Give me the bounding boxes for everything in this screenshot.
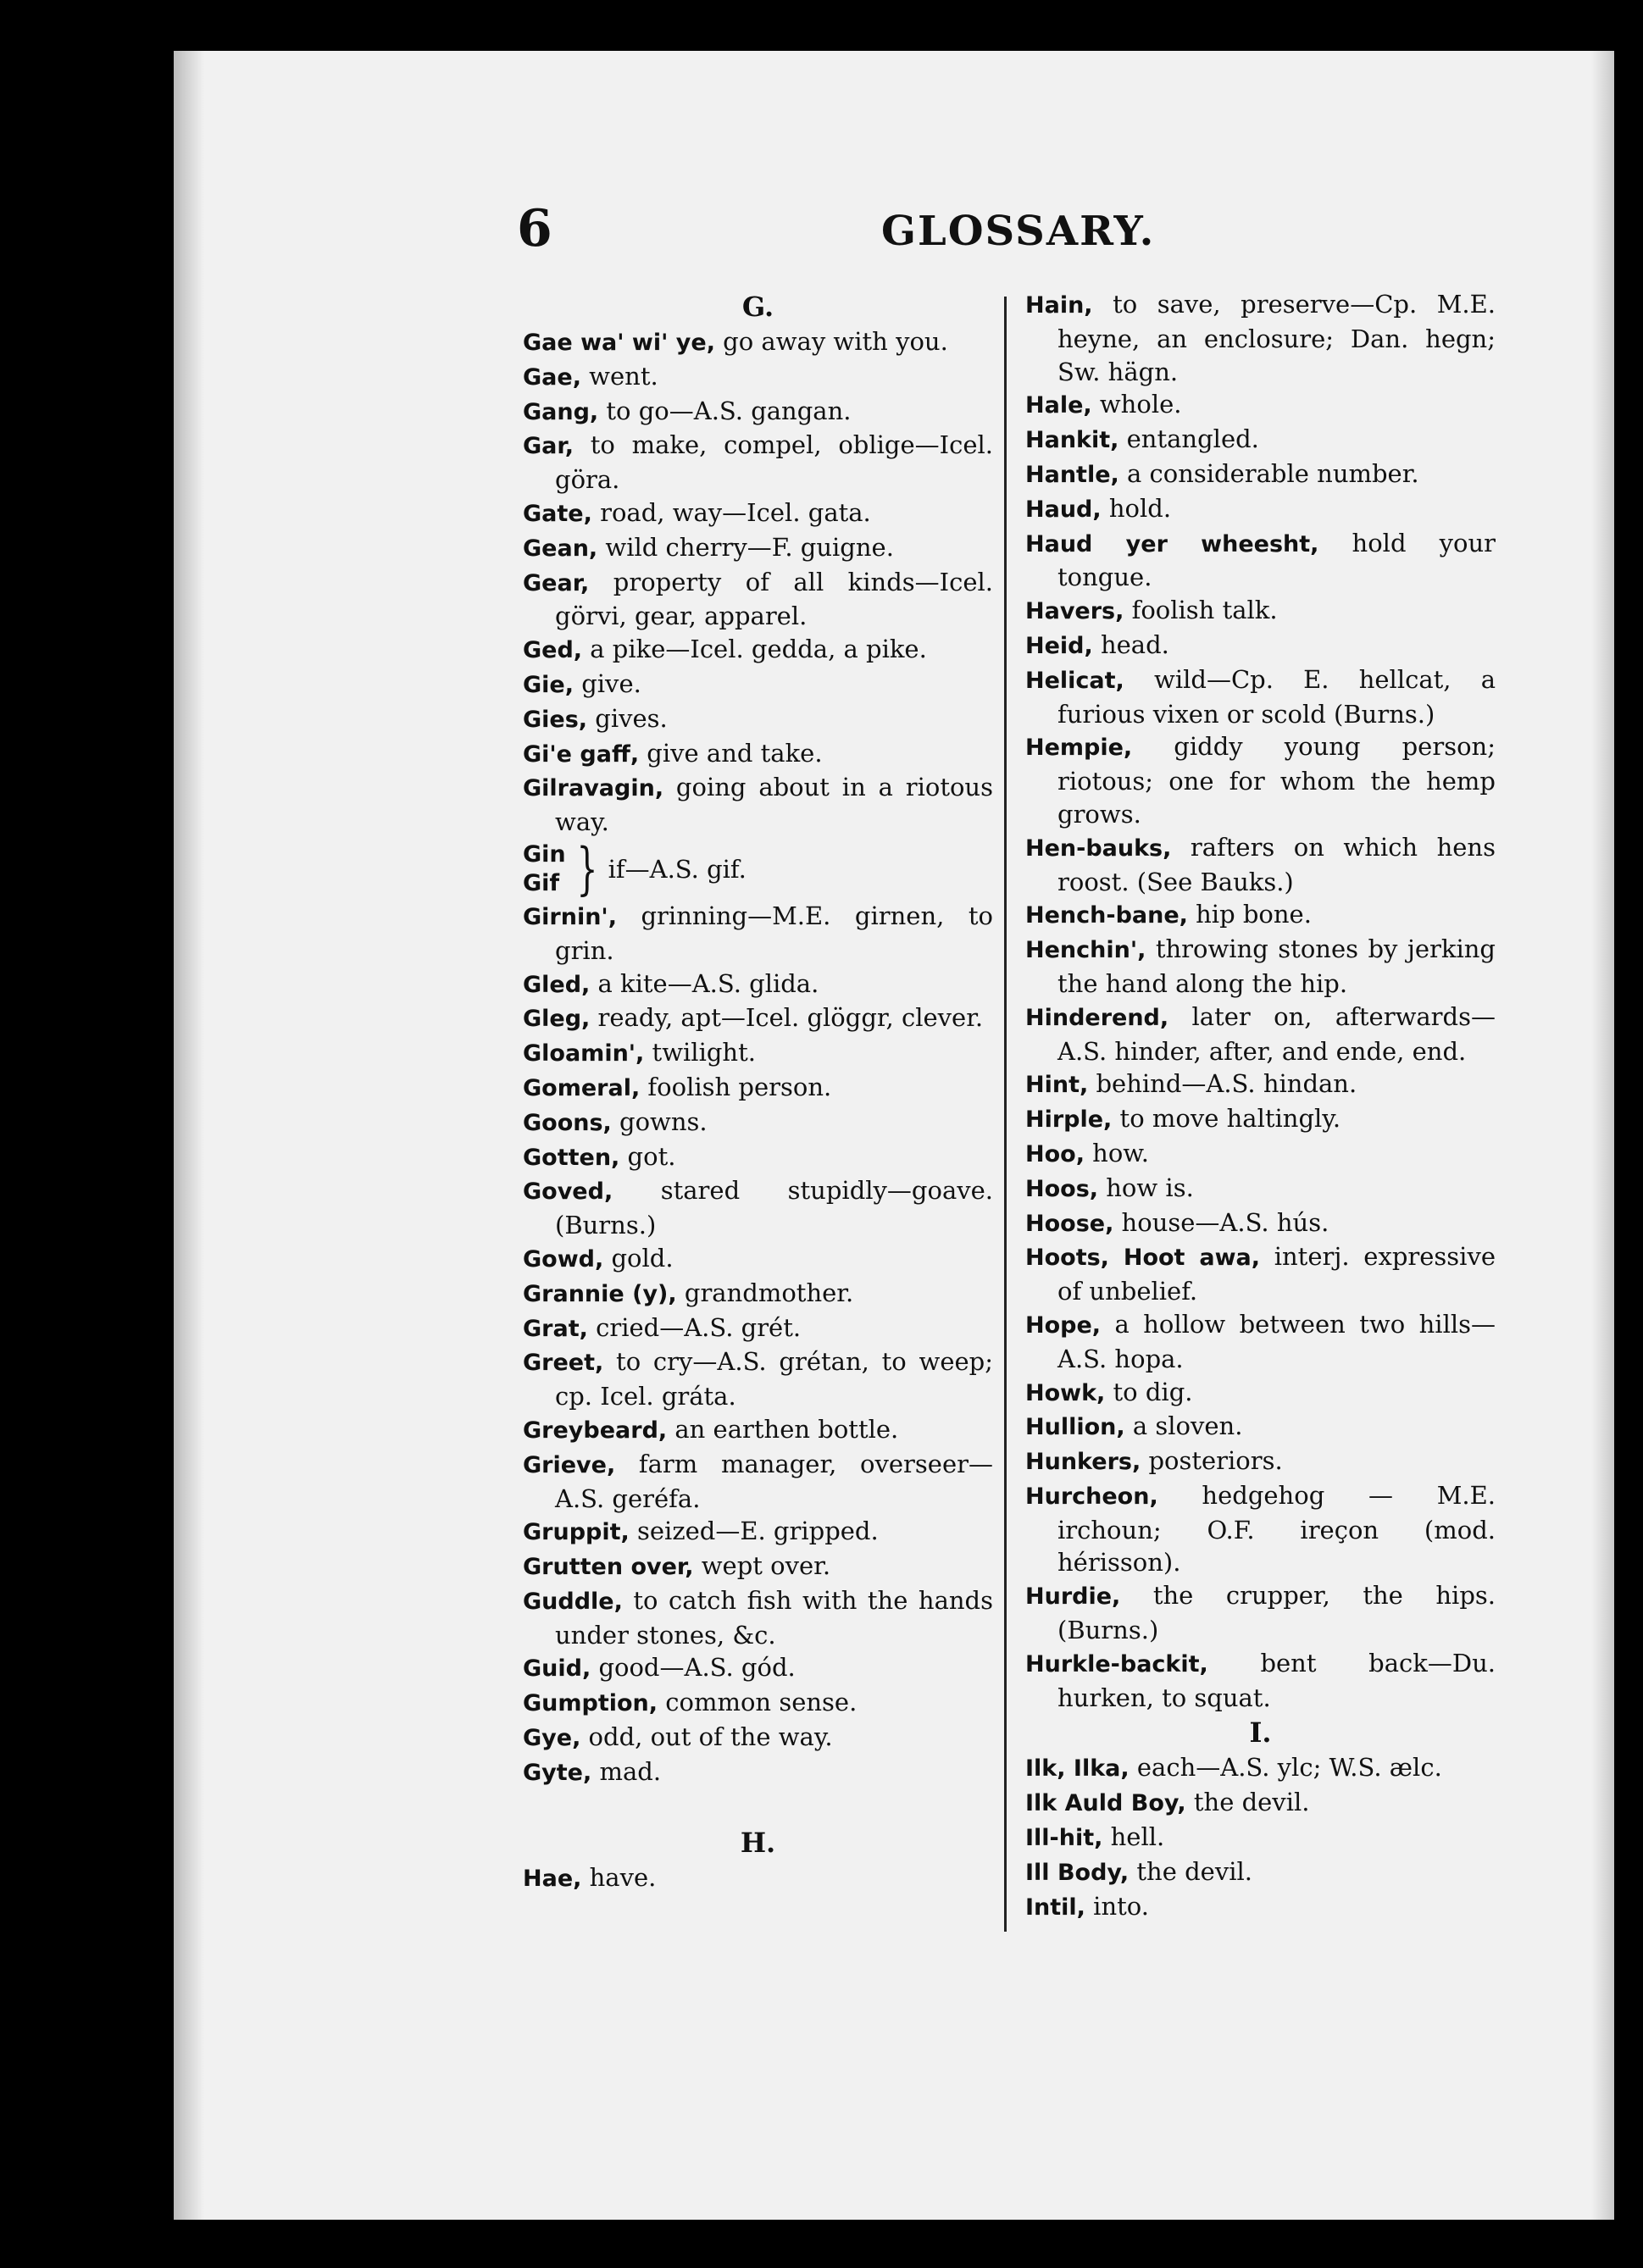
glossary-entry bbox=[1025, 527, 1496, 595]
headword: Ged, bbox=[523, 637, 583, 664]
glossary-entry bbox=[523, 1174, 993, 1242]
headword: Ill Body, bbox=[1025, 1859, 1130, 1886]
glossary-entry bbox=[523, 737, 993, 772]
definition: a considerable number. bbox=[1118, 458, 1419, 488]
glossary-entry bbox=[1025, 1308, 1496, 1376]
headword: Gin bbox=[523, 840, 566, 868]
headword: Haud yer wheesht, bbox=[1025, 530, 1319, 557]
definition: the devil. bbox=[1185, 1788, 1310, 1817]
definition: cried—A.S. grét. bbox=[587, 1312, 802, 1342]
glossary-entry bbox=[1025, 594, 1496, 629]
glossary-entry bbox=[523, 429, 993, 496]
definition: foolish person. bbox=[640, 1072, 832, 1101]
definition: hell. bbox=[1102, 1822, 1165, 1852]
headword: Greet, bbox=[523, 1350, 604, 1377]
glossary-entry bbox=[1025, 898, 1496, 933]
glossary-entry bbox=[523, 771, 993, 839]
glossary-entry bbox=[1025, 1647, 1496, 1715]
headword: Gate, bbox=[523, 500, 592, 527]
definition: entangled. bbox=[1118, 424, 1259, 454]
glossary-entry bbox=[1025, 1172, 1496, 1206]
headword: Hurdie, bbox=[1025, 1583, 1121, 1611]
headword: Hoo, bbox=[1025, 1140, 1085, 1167]
headword: Hurcheon, bbox=[1025, 1483, 1158, 1510]
glossary-entry bbox=[1025, 1240, 1496, 1308]
headword: Gar, bbox=[523, 433, 574, 460]
headword: Gleg, bbox=[523, 1006, 591, 1033]
headword: Gruppit, bbox=[523, 1519, 630, 1546]
headword: Intil, bbox=[1025, 1894, 1085, 1921]
glossary-entry bbox=[523, 633, 993, 668]
headword: Heid, bbox=[1025, 632, 1093, 659]
page-left-shadow bbox=[174, 51, 204, 2220]
definition: to catch fish with the hands under stones, &c. bbox=[555, 1585, 993, 1650]
headword: Grutten over, bbox=[523, 1554, 694, 1581]
definition: bent back—Du. hurken, to squat. bbox=[1057, 1648, 1496, 1712]
definition: hold your tongue. bbox=[1057, 528, 1496, 592]
headword: Hench-bane, bbox=[1025, 902, 1188, 929]
definition: to save, preserve—Cp. M.E. heyne, an enclosure; Dan. hegn; Sw. hägn. bbox=[1057, 290, 1496, 386]
definition: into. bbox=[1085, 1891, 1149, 1921]
definition: if—A.S. gif. bbox=[608, 854, 747, 884]
glossary-entry bbox=[1025, 1410, 1496, 1445]
definition: to go—A.S. gangan. bbox=[598, 396, 852, 425]
definition: gold. bbox=[603, 1243, 674, 1273]
definition: the crupper, the hips. (Burns.) bbox=[1057, 1581, 1496, 1645]
definition: hold. bbox=[1101, 493, 1172, 523]
glossary-entry bbox=[523, 1721, 993, 1755]
brace-glyph: } bbox=[576, 835, 598, 901]
headword: Hurkle-backit, bbox=[1025, 1650, 1208, 1677]
glossary-entry bbox=[523, 1242, 993, 1277]
definition: a pike—Icel. gedda, a pike. bbox=[582, 635, 927, 664]
glossary-entry bbox=[523, 1140, 993, 1175]
headword: Hen-bauks, bbox=[1025, 835, 1172, 862]
definition: seized—E. gripped. bbox=[629, 1517, 879, 1546]
glossary-entry bbox=[523, 1277, 993, 1311]
headword: Gowd, bbox=[523, 1245, 604, 1273]
glossary-entry bbox=[1025, 663, 1496, 731]
headword: Gean, bbox=[523, 535, 598, 562]
glossary-entry bbox=[523, 1036, 993, 1071]
headword: Hirple, bbox=[1025, 1106, 1113, 1134]
glossary-entry bbox=[523, 1755, 993, 1790]
definition: mad. bbox=[591, 1756, 662, 1786]
headword: Hempie, bbox=[1025, 735, 1133, 762]
definition: give and take. bbox=[639, 738, 823, 768]
glossary-entry bbox=[1025, 1137, 1496, 1172]
definition: gowns. bbox=[611, 1106, 708, 1136]
glossary-entry bbox=[523, 1686, 993, 1721]
headword: Gif bbox=[523, 869, 560, 896]
definition: ready, apt—Icel. glöggr, clever. bbox=[590, 1003, 984, 1033]
section-letter: G. bbox=[741, 291, 774, 323]
definition: a sloven. bbox=[1124, 1411, 1243, 1441]
definition: hip bone. bbox=[1187, 900, 1312, 929]
glossary-entry bbox=[1025, 730, 1496, 830]
definition: going about in a riotous way. bbox=[555, 773, 993, 837]
glossary-entry bbox=[523, 1861, 993, 1896]
definition: how. bbox=[1084, 1138, 1149, 1167]
headword: Guid, bbox=[523, 1655, 591, 1683]
definition: each—A.S. ylc; W.S. ælc. bbox=[1129, 1753, 1442, 1783]
definition: have. bbox=[581, 1862, 657, 1892]
headword: Hae, bbox=[523, 1865, 582, 1892]
glossary-entry bbox=[523, 1651, 993, 1686]
headword: Goved, bbox=[523, 1178, 613, 1206]
section-letter: H. bbox=[740, 1826, 776, 1859]
glossary-entry bbox=[1025, 1102, 1496, 1137]
glossary-entry bbox=[523, 325, 993, 360]
headword-group bbox=[523, 840, 566, 898]
headword: Girnin', bbox=[523, 903, 617, 930]
definition: farm manager, overseer—A.S. geréfa. bbox=[555, 1449, 993, 1513]
headword: Hoots, Hoot awa, bbox=[1025, 1245, 1260, 1272]
glossary-entry bbox=[1025, 831, 1496, 899]
definition: to move haltingly. bbox=[1112, 1104, 1341, 1134]
glossary-entry bbox=[1025, 1067, 1496, 1102]
definition: twilight. bbox=[644, 1038, 756, 1067]
right-column bbox=[1025, 288, 1496, 1924]
glossary-entry bbox=[1025, 1206, 1496, 1241]
glossary-entry bbox=[1025, 492, 1496, 527]
definition: behind—A.S. hindan. bbox=[1088, 1069, 1357, 1099]
glossary-entry bbox=[523, 360, 993, 395]
headword: Hale, bbox=[1025, 392, 1092, 419]
glossary-entry bbox=[1025, 1001, 1496, 1068]
definition: wild cherry—F. guigne. bbox=[597, 532, 894, 562]
headword: Ilk, Ilka, bbox=[1025, 1755, 1130, 1783]
headword: Gi'e gaff, bbox=[523, 740, 640, 768]
headword: Grieve, bbox=[523, 1451, 616, 1478]
headword: Gear, bbox=[523, 569, 590, 596]
glossary-entry bbox=[523, 395, 993, 430]
headword: Gae wa' wi' ye, bbox=[523, 330, 715, 356]
definition: wild—Cp. E. hellcat, a furious vixen or scold (Burns.) bbox=[1057, 664, 1496, 729]
glossary-entry bbox=[1025, 1890, 1496, 1925]
definition: rafters on which hens roost. (See Bauks.) bbox=[1057, 832, 1496, 896]
headword: Gilravagin, bbox=[523, 775, 664, 802]
headword: Grannie (y), bbox=[523, 1280, 677, 1307]
glossary-entry bbox=[523, 1515, 993, 1550]
glossary-entry bbox=[1025, 629, 1496, 663]
definition: foolish talk. bbox=[1124, 596, 1278, 625]
headword: Gomeral, bbox=[523, 1074, 641, 1101]
glossary-entry bbox=[523, 1071, 993, 1106]
glossary-entry bbox=[523, 566, 993, 634]
glossary-entry bbox=[523, 1311, 993, 1346]
glossary-entry bbox=[523, 1106, 993, 1140]
headword: Hankit, bbox=[1025, 427, 1119, 454]
definition: the devil. bbox=[1129, 1856, 1252, 1886]
glossary-entry bbox=[1025, 423, 1496, 457]
definition: to make, compel, oblige—Icel. göra. bbox=[555, 430, 993, 495]
definition: got. bbox=[619, 1141, 676, 1171]
section-letter: I. bbox=[1249, 1716, 1272, 1750]
definition: later on, afterwards—A.S. hinder, after, and ende, end. bbox=[1057, 1001, 1496, 1066]
definition: whole. bbox=[1091, 390, 1182, 419]
headword: Greybeard, bbox=[523, 1417, 668, 1444]
glossary-entry bbox=[1025, 1821, 1496, 1855]
headword: Hinderend, bbox=[1025, 1004, 1169, 1031]
definition: good—A.S. gód. bbox=[591, 1653, 796, 1683]
headword: Gie, bbox=[523, 671, 574, 698]
glossary-entry bbox=[523, 668, 993, 702]
page-title: GLOSSARY. bbox=[881, 208, 1156, 255]
glossary-entry bbox=[523, 1345, 993, 1413]
glossary-entry bbox=[1025, 457, 1496, 492]
page-right-shadow bbox=[1591, 51, 1614, 2220]
headword: Gled, bbox=[523, 971, 591, 998]
headword: Helicat, bbox=[1025, 667, 1124, 694]
headword: Gye, bbox=[523, 1725, 581, 1752]
headword: Henchin', bbox=[1025, 937, 1146, 964]
glossary-entry bbox=[523, 968, 993, 1002]
glossary-entry bbox=[1025, 1751, 1496, 1786]
definition: to cry—A.S. grétan, to weep; cp. Icel. gráta. bbox=[555, 1347, 993, 1411]
glossary-entry bbox=[523, 496, 993, 531]
glossary-entry bbox=[523, 1413, 993, 1448]
glossary-entry bbox=[523, 702, 993, 737]
glossary-entry bbox=[1025, 1376, 1496, 1411]
page-number: 6 bbox=[517, 199, 552, 258]
glossary-entry bbox=[523, 1448, 993, 1516]
headword: Hullion, bbox=[1025, 1414, 1125, 1441]
glossary-entry bbox=[1025, 288, 1496, 388]
definition: to dig. bbox=[1105, 1377, 1193, 1406]
definition: stared stupidly—goave. (Burns.) bbox=[555, 1176, 993, 1240]
headword: Haud, bbox=[1025, 496, 1102, 523]
headword: Hope, bbox=[1025, 1311, 1102, 1339]
definition: odd, out of the way. bbox=[580, 1722, 833, 1752]
definition: grandmother. bbox=[676, 1278, 854, 1307]
definition: house—A.S. hús. bbox=[1113, 1207, 1329, 1237]
definition: grinning—M.E. girnen, to grin. bbox=[555, 901, 993, 965]
headword: Gae, bbox=[523, 363, 581, 391]
headword: Howk, bbox=[1025, 1379, 1106, 1406]
headword: Gang, bbox=[523, 398, 599, 425]
definition: how is. bbox=[1098, 1173, 1194, 1202]
definition: a kite—A.S. glida. bbox=[590, 968, 819, 998]
definition: interj. expressive of unbelief. bbox=[1057, 1242, 1496, 1306]
glossary-entry bbox=[523, 835, 993, 901]
headword: Guddle, bbox=[523, 1588, 623, 1615]
glossary-entry bbox=[523, 900, 993, 968]
headword: Ilk Auld Boy, bbox=[1025, 1790, 1186, 1817]
headword: Hoose, bbox=[1025, 1210, 1114, 1237]
glossary-entry bbox=[523, 1001, 993, 1036]
definition: throwing stones by jerking the hand along the hip. bbox=[1057, 934, 1496, 998]
glossary-entry bbox=[523, 1550, 993, 1584]
definition: a hollow between two hills—A.S. hopa. bbox=[1057, 1309, 1496, 1373]
definition: gives. bbox=[587, 703, 668, 733]
column-divider bbox=[1004, 297, 1007, 1932]
definition: went. bbox=[580, 361, 658, 391]
headword: Havers, bbox=[1025, 598, 1124, 625]
headword: Ill-hit, bbox=[1025, 1825, 1103, 1852]
section-gap bbox=[523, 1790, 993, 1824]
glossary-entry bbox=[1025, 1479, 1496, 1579]
headword: Hantle, bbox=[1025, 461, 1119, 488]
left-column bbox=[523, 288, 993, 1895]
definition: go away with you. bbox=[714, 327, 948, 356]
glossary-entry bbox=[1025, 1579, 1496, 1647]
glossary-entry bbox=[1025, 388, 1496, 423]
headword: Hunkers, bbox=[1025, 1449, 1141, 1476]
glossary-entry bbox=[1025, 933, 1496, 1001]
definition: wept over. bbox=[693, 1551, 831, 1581]
headword: Gies, bbox=[523, 706, 588, 733]
definition: posteriors. bbox=[1141, 1446, 1283, 1476]
headword: Gumption, bbox=[523, 1690, 658, 1717]
definition: head. bbox=[1092, 629, 1169, 659]
glossary-entry bbox=[523, 1584, 993, 1652]
headword: Hoos, bbox=[1025, 1175, 1099, 1202]
headword: Grat, bbox=[523, 1315, 588, 1342]
definition: property of all kinds—Icel. görvi, gear, apparel. bbox=[555, 567, 993, 631]
definition: road, way—Icel. gata. bbox=[591, 497, 871, 527]
headword: Gyte, bbox=[523, 1759, 592, 1786]
headword: Hint, bbox=[1025, 1072, 1089, 1099]
headword: Goons, bbox=[523, 1109, 612, 1136]
glossary-entry bbox=[1025, 1786, 1496, 1821]
headword: Gloamin', bbox=[523, 1040, 645, 1067]
definition: giddy young person; riotous; one for whom the hemp grows. bbox=[1057, 732, 1496, 829]
glossary-entry bbox=[523, 531, 993, 566]
definition: an earthen bottle. bbox=[667, 1414, 899, 1444]
glossary-entry bbox=[1025, 1445, 1496, 1479]
definition: hedgehog — M.E. irchoun; O.F. ireçon (mod. hérisson). bbox=[1057, 1480, 1496, 1578]
definition: give. bbox=[574, 668, 641, 698]
definition: common sense. bbox=[658, 1688, 858, 1717]
headword: Gotten, bbox=[523, 1144, 620, 1171]
glossary-entry bbox=[1025, 1855, 1496, 1890]
headword: Hain, bbox=[1025, 292, 1093, 319]
